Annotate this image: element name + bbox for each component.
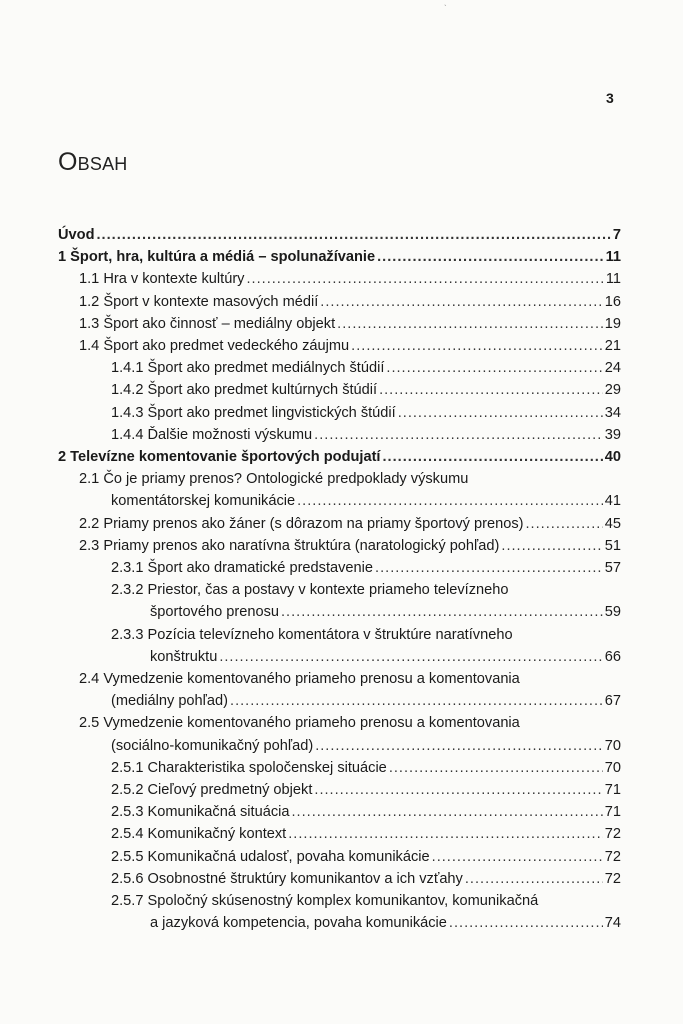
dot-leader — [398, 402, 603, 424]
scan-speck: ` — [444, 4, 447, 13]
toc-entry-title: 2.3.1 Šport ako dramatické predstavenie — [111, 560, 374, 576]
dot-leader — [389, 757, 603, 779]
toc-entry[interactable] — [150, 912, 621, 934]
dot-leader — [379, 379, 603, 401]
title-rest: BSAH — [77, 154, 128, 174]
toc-entry-continuation: a jazyková kompetencia, povaha komunikácie — [150, 915, 447, 932]
dot-leader — [465, 868, 603, 890]
toc-entry-title: 1.4.4 Ďalšie možnosti výskumu — [111, 426, 313, 443]
toc-entry-title: 1.4.1 Šport ako predmet mediálnych štúdií — [111, 360, 385, 377]
toc-entry-title: 2.3.2 Priestor, čas a postavy v kontexte priameho televízneho — [111, 582, 509, 599]
toc-entry[interactable] — [111, 846, 621, 868]
dot-leader — [449, 912, 603, 934]
toc-page-number: 67 — [604, 693, 621, 710]
dot-leader — [386, 357, 602, 379]
dot-leader — [281, 601, 603, 623]
toc-entry[interactable] — [79, 535, 621, 557]
toc-entry[interactable] — [58, 446, 621, 468]
toc-entry-title: 2.3 Priamy prenos ako naratívna štruktúra (naratologický pohľad) — [79, 537, 500, 554]
toc-entry-title: Úvod — [58, 227, 95, 243]
dot-leader — [351, 335, 603, 357]
dot-leader — [246, 268, 603, 290]
dot-leader — [314, 779, 602, 801]
toc-entry[interactable] — [111, 801, 621, 823]
toc-entry[interactable] — [111, 357, 621, 379]
toc-entry[interactable] — [111, 379, 621, 401]
toc-page-number: 59 — [604, 604, 621, 621]
toc-entry[interactable] — [111, 757, 621, 779]
toc-entry-title: 1.4 Šport ako predmet vedeckého záujmu — [79, 338, 350, 354]
dot-leader — [320, 291, 602, 313]
toc-page-number: 39 — [604, 426, 621, 443]
toc-entry[interactable] — [111, 424, 621, 446]
page-title — [58, 148, 127, 177]
toc-entry[interactable] — [111, 690, 621, 712]
toc-page-number: 29 — [604, 382, 621, 399]
dot-leader — [291, 801, 602, 823]
dot-leader — [288, 823, 603, 845]
toc-entry-title: 2.3.3 Pozícia televízneho komentátora v štruktúre naratívneho — [111, 626, 513, 643]
toc-entry-title: 2.5 Vymedzenie komentovaného priameho prenosu a komentovania — [79, 715, 520, 732]
toc-page-number: 19 — [604, 315, 621, 332]
toc-entry-title: 1 Šport, hra, kultúra a médiá – spolunažívanie — [58, 249, 376, 266]
toc-entry-title: 2.5.1 Charakteristika spoločenskej situácie — [111, 759, 387, 776]
toc-page-number: 16 — [604, 293, 621, 310]
toc-entry[interactable] — [111, 490, 621, 512]
toc-entry[interactable] — [111, 823, 621, 845]
toc-page-number: 74 — [604, 915, 621, 932]
toc-entry-title: 1.3 Šport ako činnosť – mediálny objekt — [79, 315, 336, 332]
toc-entry[interactable] — [79, 313, 621, 335]
dot-leader — [314, 424, 603, 446]
toc-entry-continuation: športového prenosu — [150, 604, 279, 621]
toc-page-number: 41 — [604, 493, 621, 510]
dot-leader — [375, 557, 603, 579]
toc-entry[interactable] — [111, 868, 621, 890]
toc-entry-title: 1.4.2 Šport ako predmet kultúrnych štúdií — [111, 382, 378, 399]
title-initial: O — [58, 148, 78, 176]
dot-leader — [432, 846, 603, 868]
dot-leader — [337, 313, 603, 335]
toc-page-number: 72 — [604, 870, 621, 887]
toc-page-number: 34 — [604, 404, 621, 421]
toc-page-number: 11 — [605, 271, 621, 288]
toc-entry-title: 2.5.2 Cieľový predmetný objekt — [111, 782, 313, 798]
toc-entry[interactable] — [111, 402, 621, 424]
toc-entry[interactable] — [150, 601, 621, 623]
toc-page-number: 7 — [612, 227, 621, 243]
toc-entry-title: 2.5.4 Komunikačný kontext — [111, 826, 287, 843]
toc-entry-continuation: (mediálny pohľad) — [111, 693, 229, 710]
toc-entry-title: 1.4.3 Šport ako predmet lingvistických štúdií — [111, 404, 396, 421]
toc-entry[interactable] — [150, 646, 621, 668]
toc-entry[interactable] — [58, 224, 621, 246]
toc-entry-title: 2.4 Vymedzenie komentovaného priameho prenosu a komentovania — [79, 671, 520, 687]
dot-leader — [383, 446, 603, 468]
toc-entry-title: 1.2 Šport v kontexte masových médií — [79, 293, 319, 310]
toc-entry-continuation: (sociálno-komunikačný pohľad) — [111, 737, 314, 754]
toc-entry[interactable] — [79, 291, 621, 313]
page-number: 3 — [606, 90, 614, 106]
toc-entry[interactable] — [79, 335, 621, 357]
dot-leader — [526, 513, 603, 535]
toc-page-number: 72 — [604, 848, 621, 865]
toc-page-number: 70 — [604, 737, 621, 754]
toc-entry-continuation: konštruktu — [150, 648, 218, 665]
toc-page-number: 21 — [604, 338, 621, 354]
toc-page-number: 45 — [604, 515, 621, 532]
toc-entry[interactable] — [79, 513, 621, 535]
toc-page-number: 40 — [604, 449, 621, 465]
toc-entry[interactable] — [58, 246, 621, 268]
toc-entry-title: 2.5.5 Komunikačná udalosť, povaha komunikácie — [111, 848, 430, 865]
toc-page-number: 11 — [605, 249, 621, 266]
dot-leader — [219, 646, 602, 668]
toc-entry[interactable] — [111, 735, 621, 757]
dot-leader — [297, 490, 603, 512]
toc-page-number: 51 — [604, 537, 621, 554]
toc-entry[interactable] — [79, 268, 621, 290]
toc-page-number: 70 — [604, 759, 621, 776]
toc-entry[interactable] — [111, 779, 621, 801]
toc-entry-title: 2.2 Priamy prenos ako žáner (s dôrazom na priamy športový prenos) — [79, 515, 524, 532]
toc-entry-title: 2.5.7 Spoločný skúsenostný komplex komunikantov, komunikačná — [111, 893, 539, 909]
toc-entry-title: 1.1 Hra v kontexte kultúry — [79, 271, 245, 288]
toc-entry-continuation: komentátorskej komunikácie — [111, 493, 296, 510]
toc-page-number: 57 — [604, 560, 621, 576]
toc-entry[interactable] — [111, 557, 621, 579]
toc-page-number: 72 — [604, 826, 621, 843]
toc-entry-title: 2.1 Čo je priamy prenos? Ontologické predpoklady výskumu — [79, 471, 469, 488]
toc-entry-title: 2.5.3 Komunikačná situácia — [111, 804, 290, 821]
toc-entry-title: 2.5.6 Osobnostné štruktúry komunikantov a ich vzťahy — [111, 870, 463, 887]
toc-page-number: 66 — [604, 648, 621, 665]
dot-leader — [377, 246, 603, 268]
dot-leader — [315, 735, 603, 757]
dot-leader — [230, 690, 603, 712]
toc-page-number: 24 — [604, 360, 621, 377]
toc-page-number: 71 — [604, 782, 621, 798]
toc-entry-title: 2 Televízne komentovanie športových podujatí — [58, 449, 381, 465]
dot-leader — [96, 224, 610, 246]
dot-leader — [501, 535, 602, 557]
toc-page-number: 71 — [604, 804, 621, 821]
